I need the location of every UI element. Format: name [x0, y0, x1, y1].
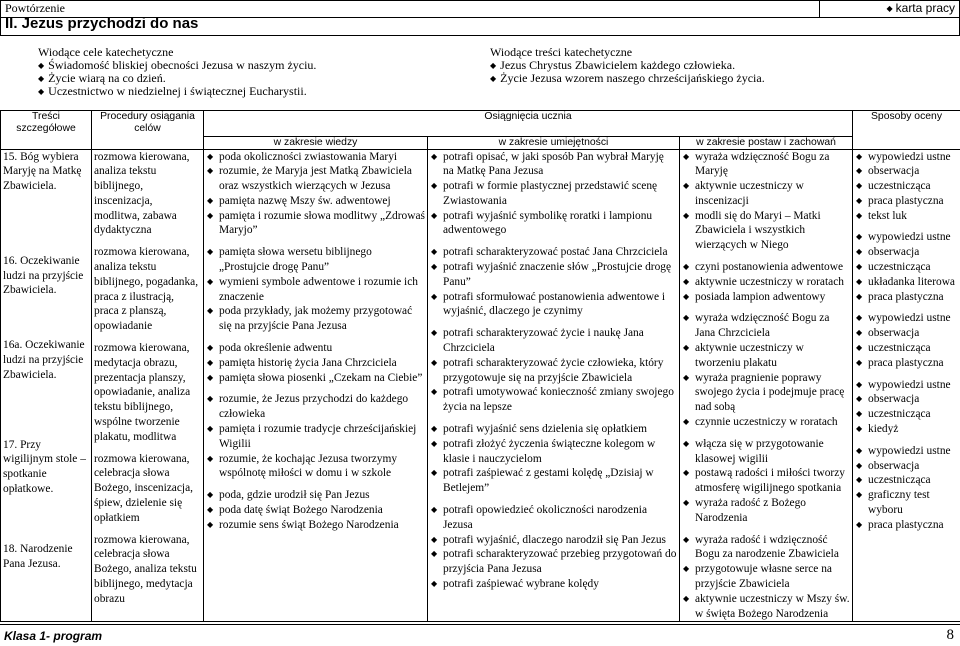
attitude-item: ◆ aktywnie uczestniczy w inscenizacji: [682, 179, 850, 209]
attitude-item: ◆ postawą radości i miłości tworzy atmosferę wigilijnego spotkania: [682, 466, 850, 496]
skill-item: ◆ potrafi zaśpiewać wybrane kolędy: [430, 577, 677, 592]
skill-list: [430, 503, 677, 592]
curriculum-table: [0, 110, 960, 622]
spacer: [94, 526, 201, 533]
spacer: [3, 298, 89, 338]
attitude-list: [682, 260, 850, 304]
goals-right: [490, 46, 765, 85]
assessment-list: [855, 230, 958, 304]
topic: 16a. Oczekiwanie ludzi na przyjście Zbawiciela.: [3, 339, 85, 381]
procedure: rozmowa kierowana, celebracja słowa Bożego, analiza tekstu biblijnego, medytacja obrazu: [94, 533, 197, 605]
knowledge-item: ◆ poda określenie adwentu: [206, 341, 425, 356]
skill-item: ◆ potrafi opowiedzieć okoliczności narodzenia Jezusa: [430, 503, 677, 533]
assessment-item: ◆ uczestnicząca: [855, 179, 958, 194]
knowledge-item: ◆ rozumie, że Jezus przychodzi do każdego człowieka: [206, 392, 425, 422]
attitude-item: ◆ wyraża wdzięczność Bogu za Jana Chrzciciela: [682, 311, 850, 341]
assessment-item: ◆ uczestnicząca: [855, 473, 958, 488]
assessment-list: [855, 150, 958, 224]
header-oceny: Sposoby oceny: [853, 111, 960, 150]
knowledge-item: ◆ pamięta nazwę Mszy św. adwentowej: [206, 194, 425, 209]
goal-item: ◆ Świadomość bliskiej obecności Jezusa w naszym życiu.: [38, 59, 316, 72]
spacer: [682, 526, 850, 533]
assessment-item: ◆ uczestnicząca: [855, 341, 958, 356]
topic: 18. Narodzenie Pana Jezusa.: [3, 542, 73, 570]
spacer: [206, 481, 425, 488]
knowledge-cell: [204, 149, 428, 622]
skill-item: ◆ potrafi wyjaśnić symbolikę roratki i lampionu adwentowego: [430, 209, 677, 239]
procedure: rozmowa kierowana, celebracja słowa Bożego, inscenizacja, śpiew, dzielenie się opłatkiem: [94, 452, 193, 524]
assessment-item: ◆ uczestnicząca: [855, 407, 958, 422]
topic: 15. Bóg wybiera Maryję na Matkę Zbawiciela.: [3, 150, 82, 193]
assessment-item: ◆ obserwacja: [855, 326, 958, 341]
attitude-item: ◆ czyni postanowienia adwentowe: [682, 260, 850, 275]
footer-line: [0, 624, 960, 625]
content-item: ◆ Jezus Chrystus Zbawicielem każdego człowieka.: [490, 59, 765, 72]
spacer: [855, 223, 958, 230]
skill-list: [430, 326, 677, 415]
assessment-item: ◆ wypowiedzi ustne: [855, 444, 958, 459]
attitude-item: ◆ wyraża pragnienie poprawy swojego życia i podejmuje pracę nad sobą: [682, 371, 850, 415]
page-title: II. Jezus przychodzi do nas: [5, 15, 199, 32]
spacer: [206, 238, 425, 245]
skill-item: ◆ potrafi umotywować konieczność zmiany swojego życia na lepsze: [430, 385, 677, 415]
knowledge-item: ◆ poda, gdzie urodził się Pan Jezus: [206, 488, 425, 503]
goal-item: ◆ Życie wiarą na co dzień.: [38, 72, 316, 85]
attitude-item: ◆ wyraża radość z Bożego Narodzenia: [682, 496, 850, 526]
knowledge-item: ◆ pamięta i rozumie tradycje chrześcijańskiej Wigilii: [206, 422, 425, 452]
knowledge-item: ◆ pamięta słowa piosenki „Czekam na Ciebie”: [206, 371, 425, 386]
skill-item: ◆ potrafi opisać, w jaki sposób Pan wybrał Maryję na Matkę Pana Jezusa: [430, 150, 677, 180]
attitude-list: [682, 150, 850, 254]
attitude-item: ◆ aktywnie uczestniczy w Mszy św. w święta Bożego Narodzenia: [682, 592, 850, 622]
assessment-list: [855, 311, 958, 370]
knowledge-list: [206, 341, 425, 385]
spacer: [206, 385, 425, 392]
procedures-cell: [92, 149, 204, 622]
knowledge-item: ◆ poda okoliczności zwiastowania Maryi: [206, 150, 425, 165]
spacer: [206, 334, 425, 341]
header-umiejetnosci: w zakresie umiejętności: [428, 137, 680, 150]
goal-item: ◆ Uczestnictwo w niedzielnej i świątecznej Eucharystii.: [38, 85, 316, 98]
spacer: [94, 445, 201, 452]
page-header: [0, 0, 960, 36]
skill-item: ◆ potrafi scharakteryzować życie człowieka, który przygotowuje się na przyjście Zbawiciela: [430, 356, 677, 386]
assessment-item: ◆ obserwacja: [855, 245, 958, 260]
spacer: [430, 238, 677, 245]
goals-left-title: Wiodące cele katechetyczne: [38, 45, 174, 59]
topic: 17. Przy wigilijnym stole – spotkanie opłatkowe.: [3, 438, 86, 496]
goals-left: [38, 46, 316, 98]
spacer: [855, 371, 958, 378]
knowledge-list: [206, 392, 425, 481]
spacer: [430, 496, 677, 503]
header-osiagniecia: Osiągnięcia ucznia: [204, 111, 853, 137]
skill-item: ◆ potrafi wyjaśnić, dlaczego narodził się Pan Jezus: [430, 533, 677, 548]
spacer: [3, 497, 89, 542]
skill-item: ◆ potrafi złożyć życzenia świąteczne kolegom w klasie i nauczycielom: [430, 437, 677, 467]
attitude-item: ◆ modli się do Maryi – Matki Zbawiciela i wszystkich wierzących w Niego: [682, 209, 850, 253]
attitude-item: ◆ czynnie uczestniczy w roratach: [682, 415, 850, 430]
footer-class: Klasa 1- program: [4, 629, 103, 643]
attitude-item: ◆ posiada lampion adwentowy: [682, 290, 850, 305]
knowledge-item: ◆ rozumie, że kochając Jezusa tworzymy wspólnotę miłości w domu i w szkole: [206, 452, 425, 482]
assessment-item: ◆ obserwacja: [855, 392, 958, 407]
spacer: [682, 253, 850, 260]
header-vertical-divider: [819, 1, 820, 17]
assessment-item: ◆ wypowiedzi ustne: [855, 378, 958, 393]
spacer: [430, 319, 677, 326]
skill-item: ◆ potrafi scharakteryzować postać Jana Chrzciciela: [430, 245, 677, 260]
attitude-item: ◆ aktywnie uczestniczy w roratach: [682, 275, 850, 290]
topics-cell: [1, 149, 92, 622]
attitude-item: ◆ przygotowuje własne serce na przyjście Zbawiciela: [682, 562, 850, 592]
spacer: [430, 415, 677, 422]
knowledge-list: [206, 245, 425, 334]
knowledge-item: ◆ poda przykłady, jak możemy przygotować się na przyjście Pana Jezusa: [206, 304, 425, 334]
knowledge-item: ◆ rozumie sens świąt Bożego Narodzenia: [206, 518, 425, 533]
skill-item: ◆ potrafi wyjaśnić znaczenie słów „Prostujcie drogę Panu”: [430, 260, 677, 290]
procedure: rozmowa kierowana, analiza tekstu biblijnego, inscenizacja, modlitwa, zabawa dydaktyczna: [94, 150, 190, 237]
goals-right-title: Wiodące treści katechetyczne: [490, 45, 633, 59]
worksheet-label: ◆ karta pracy: [886, 1, 955, 15]
knowledge-item: ◆ pamięta historię życia Jana Chrzciciela: [206, 356, 425, 371]
assessment-item: ◆ układanka literowa: [855, 275, 958, 290]
assessment-item: ◆ praca plastyczna: [855, 518, 958, 533]
skill-item: ◆ potrafi sformułować postanowienia adwentowe i wyjaśnić, dlaczego je czynimy: [430, 290, 677, 320]
knowledge-list: [206, 488, 425, 532]
skill-list: [430, 422, 677, 496]
attitude-item: ◆ wyraża wdzięczność Bogu za Maryję: [682, 150, 850, 180]
assessment-item: ◆ praca plastyczna: [855, 290, 958, 305]
assessment-item: ◆ uczestnicząca: [855, 260, 958, 275]
spacer: [855, 437, 958, 444]
header-wiedza: w zakresie wiedzy: [204, 137, 428, 150]
assessment-item: ◆ wypowiedzi ustne: [855, 230, 958, 245]
spacer: [3, 383, 89, 438]
assessment-item: ◆ kiedyż: [855, 422, 958, 437]
assessment-cell: [853, 149, 960, 622]
attitude-list: [682, 437, 850, 526]
assessment-item: ◆ obserwacja: [855, 459, 958, 474]
page-number: 8: [946, 627, 954, 643]
knowledge-item: ◆ pamięta i rozumie słowa modlitwy „Zdrowaś Maryjo”: [206, 209, 425, 239]
skill-item: ◆ potrafi scharakteryzować przebieg przygotowań do przyjścia Pana Jezusa: [430, 547, 677, 577]
spacer: [682, 430, 850, 437]
assessment-item: ◆ graficzny test wyboru: [855, 488, 958, 518]
spacer: [94, 334, 201, 341]
procedure: rozmowa kierowana, analiza tekstu biblijnego, pogadanka, praca z ilustracją, praca z planszą, opowiadanie: [94, 246, 199, 333]
knowledge-item: ◆ rozumie, że Maryja jest Matką Zbawiciela oraz wszystkich wierzących w Jezusa: [206, 164, 425, 194]
skill-item: ◆ potrafi zaśpiewać z gestami kolędę „Dzisiaj w Betlejem”: [430, 466, 677, 496]
assessment-item: ◆ praca plastyczna: [855, 194, 958, 209]
header-tresci: Treści szczegółowe: [1, 111, 92, 150]
skill-item: ◆ potrafi wyjaśnić sens dzielenia się opłatkiem: [430, 422, 677, 437]
assessment-item: ◆ tekst luk: [855, 209, 958, 224]
header-postawy: w zakresie postaw i zachowań: [680, 137, 853, 150]
skill-item: ◆ potrafi scharakteryzować życie i naukę Jana Chrzciciela: [430, 326, 677, 356]
attitude-item: ◆ wyraża radość i wdzięczność Bogu za narodzenie Zbawiciela: [682, 533, 850, 563]
attitudes-cell: [680, 149, 853, 622]
attitude-list: [682, 311, 850, 429]
spacer: [3, 194, 89, 254]
attitude-item: ◆ włącza się w przygotowanie klasowej wigilii: [682, 437, 850, 467]
skill-list: [430, 150, 677, 239]
spacer: [94, 238, 201, 245]
procedure: rozmowa kierowana, medytacja obrazu, prezentacja planszy, opowiadanie, analiza tekstu biblijnego, wspólne tworzenie plakatu, modlitwa: [94, 342, 191, 443]
skill-list: [430, 245, 677, 319]
assessment-item: ◆ praca plastyczna: [855, 356, 958, 371]
spacer: [682, 304, 850, 311]
attitude-list: [682, 533, 850, 622]
header-procedury: Procedury osiągania celów: [92, 111, 204, 150]
header-label: Powtórzenie: [5, 1, 65, 15]
knowledge-list: [206, 150, 425, 239]
attitude-item: ◆ aktywnie uczestniczy w tworzeniu plakatu: [682, 341, 850, 371]
assessment-list: [855, 444, 958, 533]
assessment-list: [855, 378, 958, 437]
topic: 16. Oczekiwanie ludzi na przyjście Zbawiciela.: [3, 254, 84, 297]
assessment-item: ◆ wypowiedzi ustne: [855, 311, 958, 326]
knowledge-item: ◆ pamięta słowa wersetu biblijnego „Prostujcie drogę Panu”: [206, 245, 425, 275]
skill-item: ◆ potrafi w formie plastycznej przedstawić scenę Zwiastowania: [430, 179, 677, 209]
spacer: [855, 304, 958, 311]
assessment-item: ◆ obserwacja: [855, 164, 958, 179]
skills-cell: [428, 149, 680, 622]
knowledge-item: ◆ poda datę świąt Bożego Narodzenia: [206, 503, 425, 518]
knowledge-item: ◆ wymieni symbole adwentowe i rozumie ich znaczenie: [206, 275, 425, 305]
assessment-item: ◆ wypowiedzi ustne: [855, 150, 958, 165]
content-item: ◆ Życie Jezusa wzorem naszego chrześcijańskiego życia.: [490, 72, 765, 85]
